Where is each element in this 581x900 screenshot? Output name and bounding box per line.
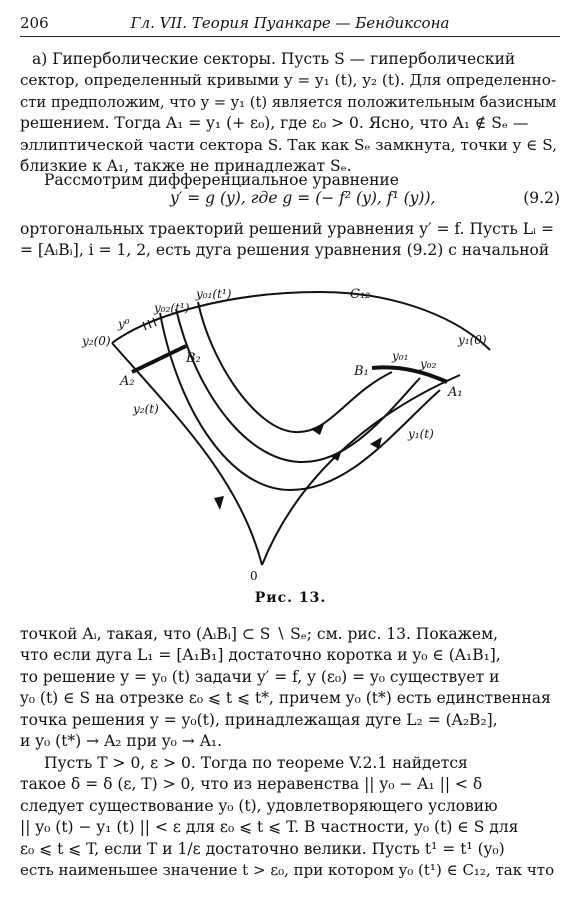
paragraph-orthogonal xyxy=(20,219,560,262)
text-line: решением. Тогда A₁ = y₁ (+ ε₀), где ε₀ > 0. Ясно, что A₁ ∉ Sₑ — xyxy=(20,114,529,133)
text-line: сектор, определенный кривыми y = y₁ (t), y₂ (t). Для определенно- xyxy=(20,71,557,90)
label-A1: A₁ xyxy=(448,385,463,400)
arrow-head xyxy=(214,496,224,510)
text-line: следует существование y₀ (t), удовлетворяющего условию xyxy=(20,796,498,815)
label-y1-t: y₁(t) xyxy=(408,427,434,441)
text-line: близкие к A₁, также не принадлежат Sₑ. xyxy=(20,157,352,176)
arrow-head xyxy=(312,424,324,435)
page-number: 206 xyxy=(20,14,49,32)
label-y01-t1: y₀₁(t¹) xyxy=(196,287,232,301)
label-y02-t1: y₀₂(t¹) xyxy=(154,301,190,315)
text-line: y₀ (t) ∈ S на отрезке ε₀ ⩽ t ⩽ t*, причем y₀ (t*) есть единственная xyxy=(20,689,551,708)
equation-body: y′ = g (y), где g = (− f² (y), f¹ (y)), xyxy=(170,189,436,207)
text-line: что если дуга L₁ = [A₁B₁] достаточно коротка и y₀ ∈ (A₁B₁], xyxy=(20,646,501,665)
text-line: Пусть T > 0, ε > 0. Тогда по теореме V.2.1 найдется xyxy=(44,754,468,772)
text-line: то решение y = y₀ (t) задачи y′ = f, y (ε₀) = y₀ существует и xyxy=(20,667,500,686)
text-line: есть наименьшее значение t > ε₀, при котором y₀ (t¹) ∈ C₁₂, так что xyxy=(20,861,555,880)
curve-y1-boundary xyxy=(262,375,460,565)
text-line: || y₀ (t) − y₁ (t) || < ε для ε₀ ⩽ t ⩽ T. В частности, y₀ (t) ∈ S для xyxy=(20,818,519,837)
label-A2: A₂ xyxy=(120,374,135,389)
text-line: точка решения y = y₀(t), принадлежащая дуге L₂ = (A₂B₂], xyxy=(20,710,498,729)
paragraph-hyperbolic-sectors xyxy=(20,49,560,177)
label-y2-0: y₂(0) xyxy=(82,334,111,348)
label-C12: C₁₂ xyxy=(350,287,371,302)
text-line: такое δ = δ (ε, T) > 0, что из неравенства || y₀ − A₁ || < δ xyxy=(20,775,483,794)
running-title: Гл. VII. Теория Пуанкаре — Бендиксона xyxy=(130,14,450,32)
text-line: точкой Aᵢ, такая, что (AᵢBᵢ] ⊂ S ∖ Sₑ; см. рис. 13. Покажем, xyxy=(20,625,499,643)
paragraph-point-Ai xyxy=(20,624,560,752)
page-header xyxy=(20,14,560,37)
text-line: а) Гиперболические секторы. Пусть S — гиперболический xyxy=(32,50,516,68)
text-line: ортогональных траекторий решений уравнения y′ = f. Пусть Lᵢ = xyxy=(20,220,555,238)
figure-caption: Рис. 13. xyxy=(254,590,327,606)
label-B2: B₂ xyxy=(186,351,201,366)
label-y1-0: y₁(0) xyxy=(458,333,487,347)
label-B1: B₁ xyxy=(354,364,369,379)
equation-number: (9.2) xyxy=(523,189,560,207)
equation-9-2 xyxy=(20,189,560,211)
trajectory-y02 xyxy=(176,309,420,462)
label-y01: y₀₁ xyxy=(392,349,409,363)
paragraph-theorem xyxy=(20,753,560,881)
text-line: и y₀ (t*) → A₂ при y₀ → A₁. xyxy=(20,732,223,751)
arc-A2B2 xyxy=(132,346,186,372)
label-origin: 0 xyxy=(250,569,258,583)
text-line: Рассмотрим дифференциальное уравнение xyxy=(44,171,399,189)
text-line: = [AᵢBᵢ], i = 1, 2, есть дуга решения уравнения (9.2) с начальной xyxy=(20,241,550,260)
label-y2-t: y₂(t) xyxy=(133,402,159,416)
figure-13 xyxy=(0,272,581,588)
text-line: эллиптической части сектора S. Так как Sₑ замкнута, точки y ∈ S, xyxy=(20,135,557,154)
label-y02: y₀₂ xyxy=(420,357,437,371)
label-y0: y⁰ xyxy=(118,317,130,331)
text-line: ε₀ ⩽ t ⩽ T, если T и 1/ε достаточно велики. Пусть t¹ = t¹ (y₀) xyxy=(20,839,505,858)
text-line: сти предположим, что y = y₁ (t) является положительным базисным xyxy=(20,93,557,111)
